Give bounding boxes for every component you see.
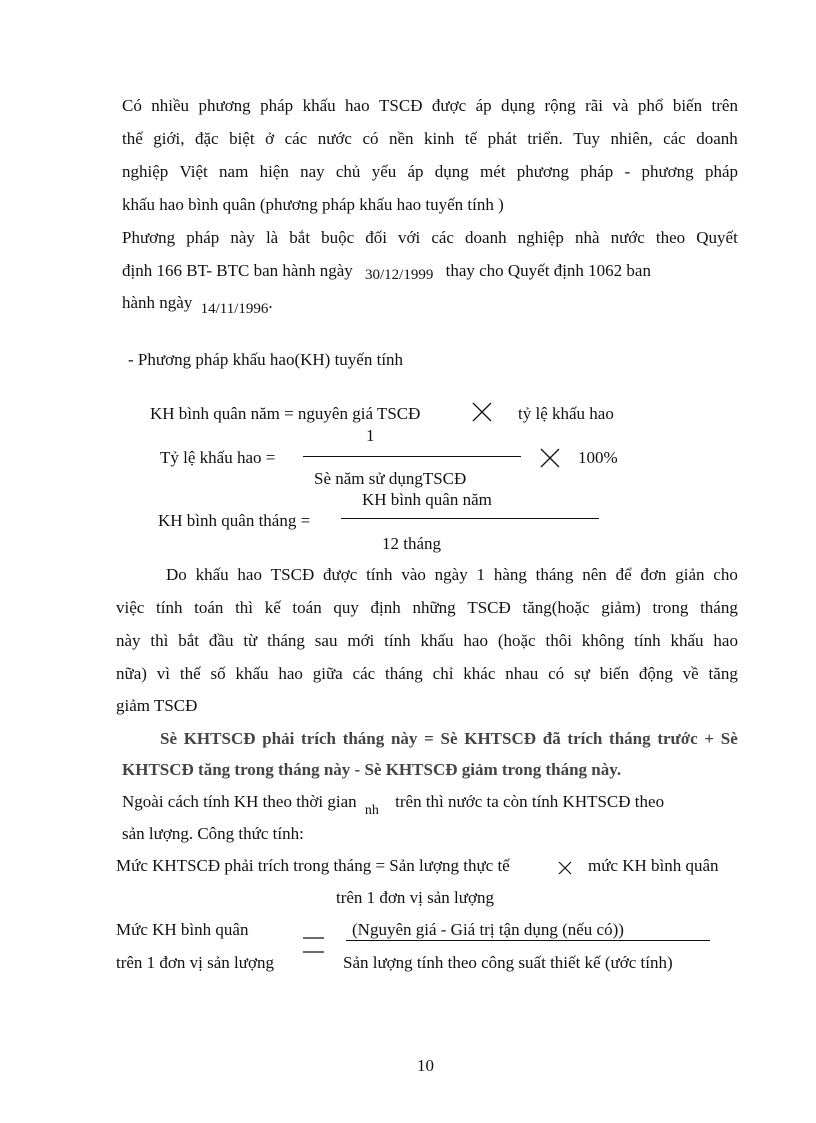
date-2: 14/11/1996: [200, 301, 269, 317]
word: nhiên,: [610, 129, 653, 148]
word: khấu: [420, 631, 454, 650]
para4-subscript: nh: [364, 803, 379, 818]
formula3-fraction-bar: [341, 518, 599, 519]
word: từ: [243, 631, 258, 650]
word: sau: [314, 631, 338, 650]
word: mới: [347, 631, 375, 650]
para2-line3: [122, 293, 273, 317]
word: định: [370, 598, 401, 617]
word: Tuy: [573, 129, 601, 148]
word: những: [412, 598, 456, 617]
word: +: [704, 729, 715, 748]
word: trên: [711, 96, 738, 115]
para1-line3: [122, 162, 738, 182]
word: không: [581, 631, 625, 650]
word: việc: [116, 598, 145, 617]
word: tháng: [342, 729, 385, 748]
word: chủ: [335, 162, 361, 181]
word: phải: [262, 729, 295, 748]
word: có: [548, 664, 565, 683]
word: các: [284, 129, 308, 148]
bold-formula-line1: [160, 729, 738, 749]
word: buộc: [321, 228, 355, 247]
word: các: [431, 228, 454, 247]
word: bắt: [178, 631, 200, 650]
formula2-denominator: Sè năm sử dụngTSCĐ: [314, 469, 467, 488]
word: trước: [657, 729, 698, 748]
word: hao: [345, 96, 370, 115]
formula2-fraction-bar: [303, 456, 521, 457]
word: số: [210, 664, 226, 683]
word: kế: [264, 598, 281, 617]
word: doanh: [465, 228, 507, 247]
para3-line5: giảm TSCĐ: [116, 696, 198, 715]
word: biến: [672, 96, 703, 115]
word: =: [424, 729, 434, 748]
word: nghiệp: [517, 228, 564, 247]
formula2-numerator: 1: [366, 426, 375, 445]
word: các: [663, 129, 686, 148]
word: hao: [463, 631, 488, 650]
word: nam: [219, 162, 249, 181]
formula2-multiplier: 100%: [578, 448, 618, 467]
word: KHTSCĐ: [464, 729, 537, 748]
formula5-label2: trên 1 đơn vị sản lượng: [116, 953, 274, 972]
word: tháng: [700, 598, 738, 617]
word: đặc: [194, 129, 219, 148]
word: thế: [122, 129, 143, 148]
word: nay: [300, 162, 325, 181]
formula1-right: tỷ lệ khấu hao: [518, 404, 614, 423]
word: nên: [582, 565, 607, 584]
word: tháng: [609, 729, 651, 748]
word: Sè: [720, 729, 738, 748]
word: Do: [166, 565, 187, 584]
word: phổ: [637, 96, 664, 115]
word: yếu: [371, 162, 397, 181]
formula2-label: Tỷ lệ khấu hao =: [160, 448, 276, 467]
word: 1: [476, 565, 486, 584]
word: dụng: [434, 162, 469, 181]
word: ngày: [434, 565, 468, 584]
word: tháng: [535, 565, 574, 584]
word: tính: [634, 631, 661, 650]
word: trích: [301, 729, 336, 748]
word: có: [362, 129, 379, 148]
word: pháp: [580, 162, 614, 181]
word: được: [323, 565, 358, 584]
word: đối: [365, 228, 387, 247]
word: khác: [463, 664, 496, 683]
word: được: [431, 96, 467, 115]
para2-line2: [122, 261, 651, 281]
word: nghiệp: [122, 162, 169, 181]
bold-formula-line2: KHTSCĐ tăng trong tháng này - Sè KHTSCĐ giảm trong tháng này.: [122, 760, 622, 779]
word: và: [612, 96, 629, 115]
word: -: [624, 162, 631, 181]
word: thế: [179, 664, 201, 683]
para3-line1: [166, 565, 738, 585]
date-1: 30/12/1999: [365, 267, 434, 283]
word: doanh: [696, 129, 738, 148]
formula4-line2: trên 1 đơn vị sản lượng: [336, 888, 494, 907]
formula4-left: Mức KHTSCĐ phải trích trong tháng = Sản lượng thực tế: [116, 856, 510, 875]
para4-line2: sản lượng. Công thức tính:: [122, 824, 304, 843]
para4-line1-a: Ngoài cách tính KH theo thời gian: [122, 792, 357, 811]
word: Việt: [179, 162, 208, 181]
word: tính: [366, 565, 393, 584]
word: tăng(hoặc: [522, 598, 590, 617]
word: này: [390, 729, 418, 748]
word: nước: [610, 228, 645, 247]
word: phát: [487, 129, 517, 148]
formula5-label1: Mức KH bình quân: [116, 920, 249, 939]
word: Sè: [160, 729, 177, 748]
word: biến: [599, 664, 629, 683]
para2-line2-b: thay cho Quyết định 1062 ban: [445, 261, 651, 280]
word: hao: [237, 565, 262, 584]
word: trong: [652, 598, 689, 617]
word: hao: [713, 631, 738, 650]
word: khấu: [195, 565, 229, 584]
word: KHTSCĐ: [183, 729, 256, 748]
word: phương: [516, 162, 569, 181]
word: chỉ: [432, 664, 454, 683]
word: nền: [389, 129, 414, 148]
word: rãi: [585, 96, 603, 115]
equals-sign-icon: [302, 935, 326, 955]
word: giảm): [601, 598, 641, 617]
word: tăng: [708, 664, 738, 683]
word: rộng: [544, 96, 576, 115]
word: các: [352, 664, 376, 683]
word: khấu: [235, 664, 269, 683]
word: vì: [156, 664, 170, 683]
word: biệt: [229, 129, 255, 148]
word: triển.: [527, 129, 563, 148]
word: TSCĐ: [270, 565, 315, 584]
word: hàng: [493, 565, 527, 584]
word: tế: [464, 129, 478, 148]
word: giữa: [312, 664, 343, 683]
formula5-numerator: (Nguyên giá - Giá trị tận dụng (nếu có)): [352, 920, 624, 939]
word: nhiều: [151, 96, 190, 115]
word: pháp: [186, 228, 220, 247]
word: thôi: [545, 631, 572, 650]
word: tháng: [385, 664, 423, 683]
word: động: [638, 664, 673, 683]
para1-line2: [122, 129, 738, 149]
word: hao: [278, 664, 303, 683]
word: nước: [317, 129, 352, 148]
word: pháp: [704, 162, 738, 181]
word: tính: [156, 598, 183, 617]
page-number: 10: [417, 1056, 434, 1075]
para2-line3-b: .: [268, 293, 273, 312]
para2-line2-a: định 166 BT- BTC ban hành ngày: [122, 261, 353, 280]
formula1-left: KH bình quân năm = nguyên giá TSCĐ: [150, 404, 421, 423]
word: tính: [384, 631, 411, 650]
word: Quyết: [696, 228, 738, 247]
word: theo: [655, 228, 686, 247]
formula3-label: KH bình quân tháng =: [158, 511, 311, 530]
word: TSCĐ: [379, 96, 423, 115]
word: quy: [333, 598, 359, 617]
word: nữa): [116, 664, 147, 683]
section-heading: - Phương pháp khấu hao(KH) tuyến tính: [128, 350, 404, 369]
multiply-icon: [557, 860, 573, 876]
para4-line1: [122, 792, 665, 818]
para4-line1-b: trên thì nước ta còn tính KHTSCĐ theo: [395, 792, 665, 811]
para1-line1: [122, 96, 738, 116]
word: khấu: [670, 631, 704, 650]
word: nhau: [505, 664, 539, 683]
word: (hoặc: [497, 631, 536, 650]
word: tháng: [267, 631, 305, 650]
word: đầu: [208, 631, 234, 650]
formula5-fraction-bar: [346, 940, 710, 941]
para3-line4: [116, 664, 738, 684]
word: giới,: [153, 129, 185, 148]
formula4-right: mức KH bình quân: [588, 856, 719, 875]
word: Sè: [440, 729, 458, 748]
word: khấu: [302, 96, 336, 115]
multiply-icon: [539, 447, 561, 469]
word: cho: [713, 565, 738, 584]
word: này: [116, 631, 141, 650]
formula3-denominator: 12 tháng: [382, 534, 442, 553]
word: dụng: [501, 96, 536, 115]
word: bắt: [289, 228, 311, 247]
formula5-denominator: Sản lượng tính theo công suất thiết kế (ước tính): [343, 953, 673, 972]
word: vào: [401, 565, 426, 584]
word: là: [265, 228, 279, 247]
para2-line3-a: hành ngày: [122, 293, 193, 312]
word: với: [398, 228, 421, 247]
word: đã: [542, 729, 561, 748]
word: trích: [567, 729, 603, 748]
word: để: [615, 565, 632, 584]
para2-line1: [122, 228, 738, 248]
word: Phương: [122, 228, 176, 247]
word: giản: [675, 565, 705, 584]
word: nhà: [574, 228, 600, 247]
word: này: [230, 228, 255, 247]
multiply-icon: [471, 401, 493, 423]
word: đơn: [640, 565, 667, 584]
word: toán: [194, 598, 224, 617]
word: hiện: [259, 162, 289, 181]
word: Có: [122, 96, 142, 115]
word: áp: [475, 96, 492, 115]
formula3-numerator: KH bình quân năm: [362, 490, 492, 509]
para1-line4: khấu hao bình quân (phương pháp khấu hao tuyến tính ): [122, 195, 504, 214]
word: sự: [574, 664, 590, 683]
word: pháp: [260, 96, 294, 115]
para3-line2: [116, 598, 738, 618]
word: toán: [292, 598, 322, 617]
para3-line3: [116, 631, 738, 651]
word: TSCĐ: [467, 598, 511, 617]
word: phương: [198, 96, 251, 115]
word: áp: [407, 162, 424, 181]
word: về: [682, 664, 699, 683]
word: thì: [150, 631, 169, 650]
word: thì: [235, 598, 254, 617]
word: kinh: [424, 129, 455, 148]
word: phương: [641, 162, 694, 181]
word: mét: [480, 162, 506, 181]
word: ở: [265, 129, 275, 148]
